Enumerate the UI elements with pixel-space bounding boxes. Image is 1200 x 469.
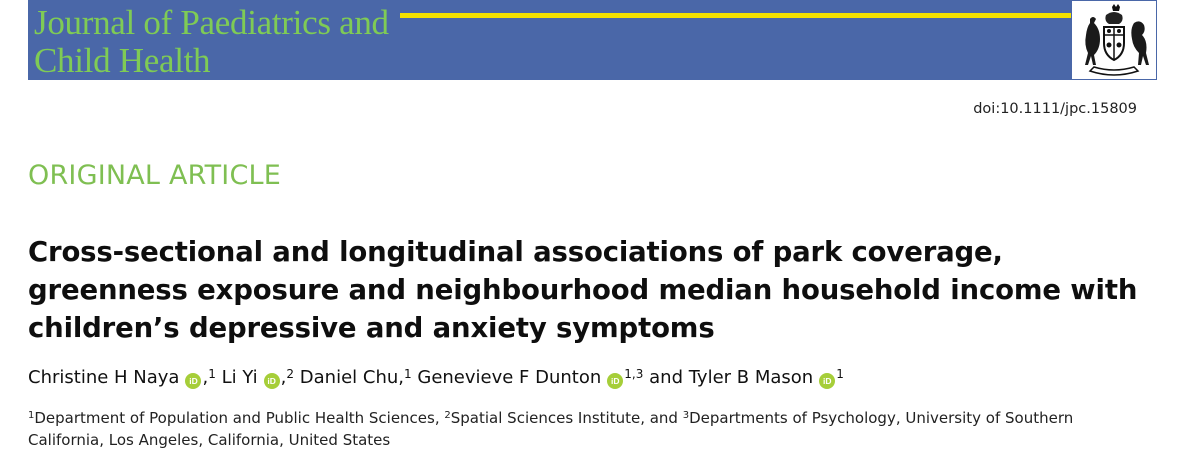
coat-of-arms-icon bbox=[1071, 0, 1157, 80]
affiliation-text: Spatial Sciences Institute, and bbox=[450, 409, 683, 427]
author-name[interactable]: Li Yi bbox=[221, 367, 258, 388]
author-name[interactable]: Daniel Chu bbox=[299, 367, 399, 388]
affiliation-marker: 2 bbox=[444, 410, 451, 421]
affiliation-ref: 1 bbox=[208, 367, 216, 381]
author-name[interactable]: Genevieve F Dunton bbox=[417, 367, 602, 388]
orcid-icon[interactable]: iD bbox=[185, 373, 201, 389]
affiliation-ref: 2 bbox=[286, 367, 295, 381]
journal-title-line2: Child Health bbox=[34, 41, 211, 80]
affiliations bbox=[28, 407, 1148, 451]
affiliation-text: Departments of Psychology, University of Southern California, Los Angeles, California, United States bbox=[28, 409, 1074, 449]
affiliation-marker: 1 bbox=[28, 410, 35, 421]
author-sep: , bbox=[398, 367, 404, 388]
author-name[interactable]: Christine H Naya bbox=[28, 367, 180, 388]
doi[interactable]: doi:10.1111/jpc.15809 bbox=[973, 101, 1137, 117]
affiliation-ref: 1,3 bbox=[624, 367, 644, 381]
article-title: Cross-sectional and longitudinal associations of park coverage, greenness exposure and neighbourhood median household income with children’s depressive and anxiety symptoms bbox=[28, 236, 1138, 344]
author-name[interactable]: Tyler B Mason bbox=[688, 367, 814, 388]
orcid-icon[interactable]: iD bbox=[819, 373, 835, 389]
article-type: ORIGINAL ARTICLE bbox=[28, 160, 282, 191]
affiliation-ref: 1 bbox=[404, 367, 412, 381]
orcid-icon[interactable]: iD bbox=[264, 373, 280, 389]
orcid-icon[interactable]: iD bbox=[607, 373, 623, 389]
affiliation-marker: 3 bbox=[682, 410, 690, 421]
author-list bbox=[28, 365, 844, 391]
author-sep: , bbox=[202, 367, 209, 388]
journal-title[interactable] bbox=[34, 4, 389, 80]
banner-stripe bbox=[400, 13, 1072, 18]
journal-title-line1: Journal of Paediatrics and bbox=[34, 3, 389, 42]
author-sep: , bbox=[280, 367, 287, 388]
author-and: and bbox=[649, 367, 683, 388]
affiliation-ref: 1 bbox=[836, 367, 844, 381]
affiliation-text: Department of Population and Public Health Sciences, bbox=[34, 409, 445, 427]
journal-banner bbox=[28, 0, 1071, 80]
